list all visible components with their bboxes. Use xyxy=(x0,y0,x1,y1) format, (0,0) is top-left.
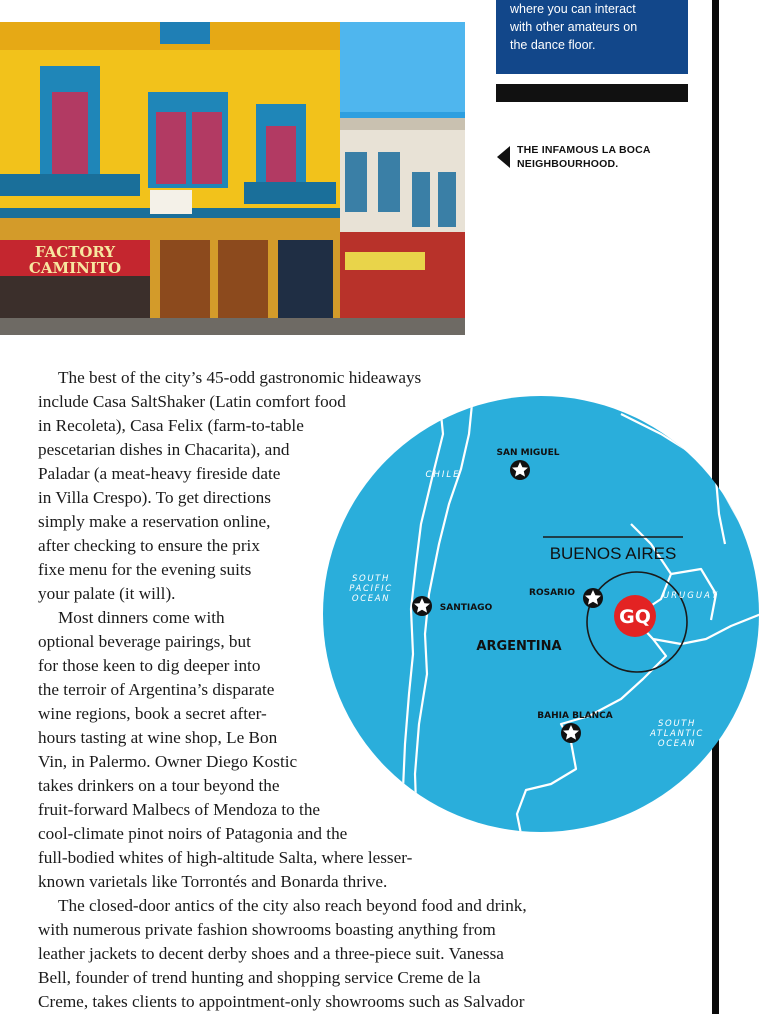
article-line: with numerous private fashion showrooms boasting anything from xyxy=(38,920,496,939)
sidebar-line: with other amateurs on xyxy=(510,20,638,34)
article-line: Vin, in Palermo. Owner Diego Kostic xyxy=(38,752,298,771)
article-line: in Villa Crespo). To get directions xyxy=(38,488,271,507)
la-boca-photo xyxy=(0,22,465,335)
article-line: takes drinkers on a tour beyond the xyxy=(38,776,280,795)
article-line: your palate (it will). xyxy=(38,584,176,603)
article-line: Bell, founder of trend hunting and shopping service Creme de la xyxy=(38,968,481,987)
article-line: cool-climate pinot noirs of Patagonia and the xyxy=(38,824,348,843)
label-buenos-aires: BUENOS AIRES xyxy=(549,544,677,563)
label-santiago: SANTIAGO xyxy=(439,603,493,613)
article-line: wine regions, book a secret after- xyxy=(38,704,267,723)
article-body xyxy=(38,366,578,1014)
article-line: leather jackets to decent derby shoes and a three-piece suit. Vanessa xyxy=(38,944,504,963)
ocean-label: OCEAN xyxy=(351,594,391,604)
article-line: hours tasting at wine shop, Le Bon xyxy=(38,728,278,747)
article-line: Most dinners come with xyxy=(58,608,225,627)
article-line: fruit-forward Malbecs of Mendoza to the xyxy=(38,800,321,819)
article-line: the terroir of Argentina’s disparate xyxy=(38,680,275,699)
ocean-label: SOUTH xyxy=(658,719,696,729)
article-line: The closed-door antics of the city also reach beyond food and drink, xyxy=(58,896,527,915)
factory-sign: FACTORY xyxy=(34,243,116,261)
gq-logo-text: GQ xyxy=(619,606,651,628)
article-line: optional beverage pairings, but xyxy=(38,632,251,651)
article-line: Creme, takes clients to appointment-only showrooms such as Salvador xyxy=(38,992,525,1011)
caminito-sign: CAMINITO xyxy=(28,259,122,277)
ocean-label: ATLANTIC xyxy=(650,729,704,739)
article-line: simply make a reservation online, xyxy=(38,512,271,531)
label-chile: CHILE xyxy=(425,470,461,480)
sidebar-box xyxy=(496,0,688,74)
label-bahia-blanca: BAHIA BLANCA xyxy=(537,711,613,721)
article-line: known varietals like Torrontés and Bonarda thrive. xyxy=(38,872,388,891)
article-line: include Casa SaltShaker (Latin comfort food xyxy=(38,392,346,411)
caption-line: THE INFAMOUS LA BOCA xyxy=(517,144,651,156)
article-line: full-bodied whites of high-altitude Salta, where lesser- xyxy=(38,848,413,867)
ocean-label: PACIFIC xyxy=(349,584,393,594)
article-line: after checking to ensure the prix xyxy=(38,536,260,555)
article-line: Paladar (a meat-heavy fireside date xyxy=(38,464,281,483)
label-uruguay: URUGUAY xyxy=(662,591,720,601)
photo-caption xyxy=(497,143,687,175)
sidebar-line: the dance floor. xyxy=(510,38,596,52)
black-bar xyxy=(496,84,688,102)
star-icon xyxy=(583,588,603,608)
article-line: pescetarian dishes in Chacarita), and xyxy=(38,440,290,459)
caption-arrow-icon xyxy=(497,146,510,168)
article-line: fixe menu for the evening suits xyxy=(38,560,252,579)
ocean-label: SOUTH xyxy=(352,574,390,584)
label-argentina: ARGENTINA xyxy=(476,639,562,654)
label-rosario: ROSARIO xyxy=(529,588,575,598)
sidebar-line: where you can interact xyxy=(510,2,636,16)
article-line: in Recoleta), Casa Felix (farm-to-table xyxy=(38,416,304,435)
ocean-label: OCEAN xyxy=(657,739,697,749)
article-line: The best of the city’s 45-odd gastronomic hideaways xyxy=(58,368,422,387)
caption-line: NEIGHBOURHOOD. xyxy=(517,158,619,170)
article-line: for those keen to dig deeper into xyxy=(38,656,261,675)
label-san-miguel: SAN MIGUEL xyxy=(496,448,560,458)
